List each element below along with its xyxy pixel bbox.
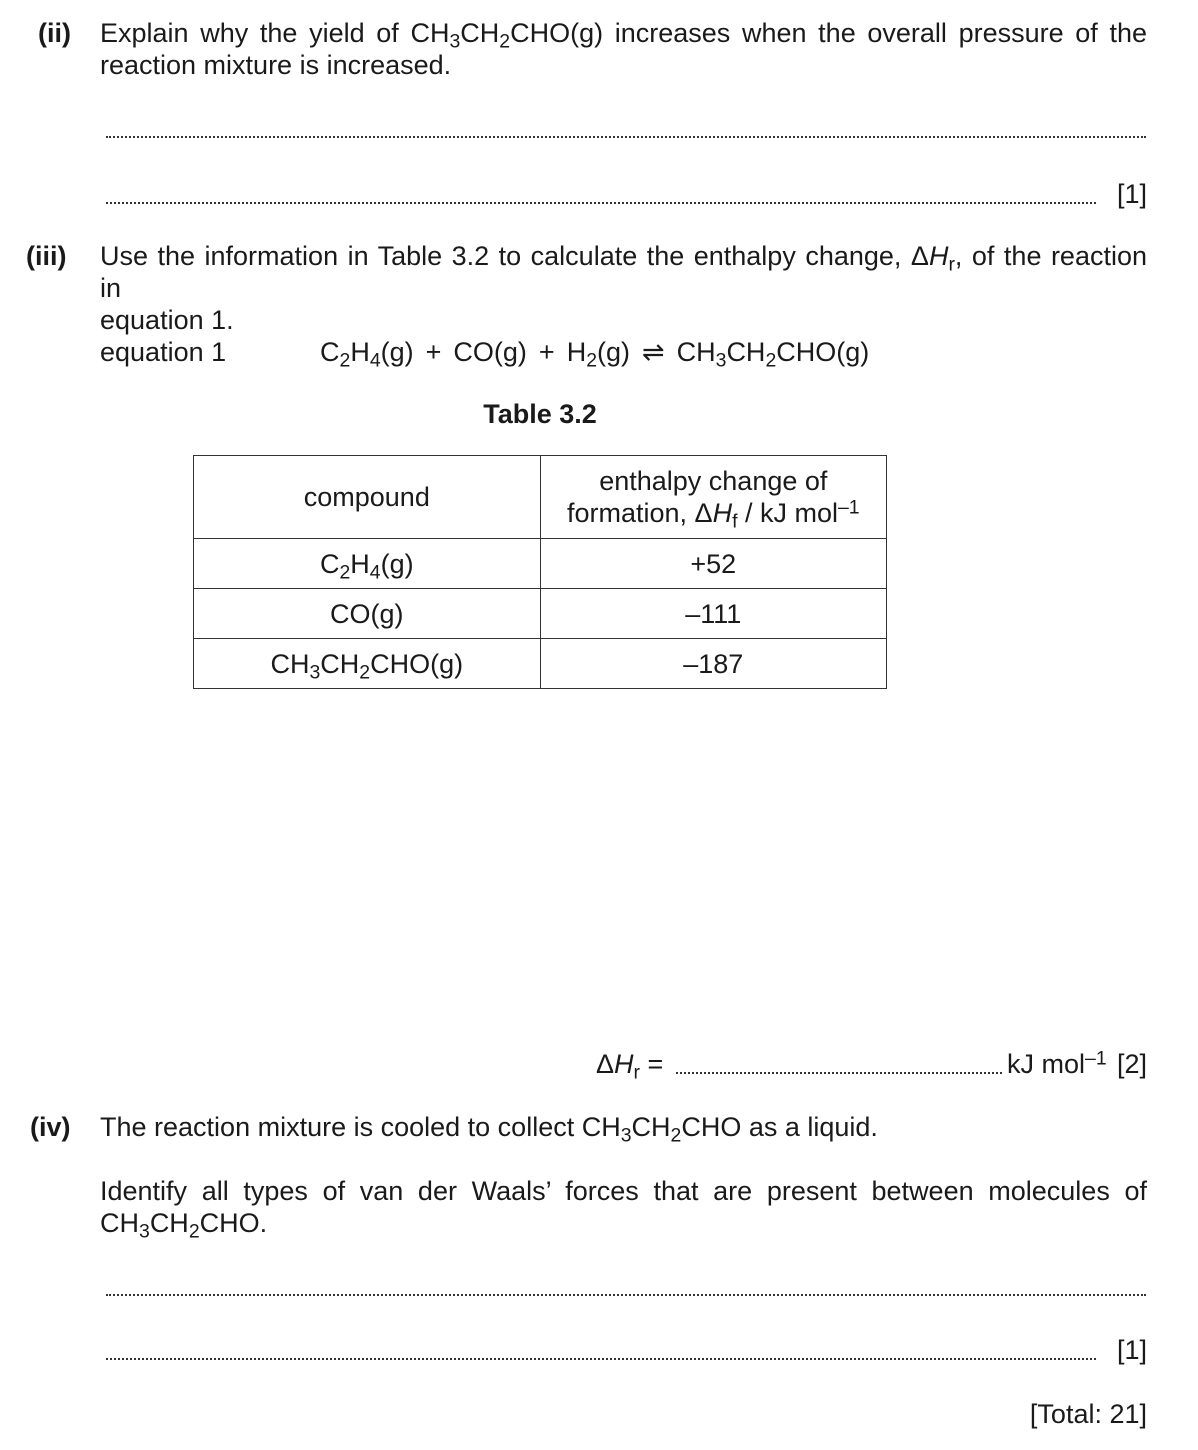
table-cell-compound: $CH_3CH_2CHO(g)$: [194, 639, 541, 689]
question-iii-text: [100, 240, 1147, 336]
answer-line-ii-1[interactable]: [106, 136, 1146, 138]
table-caption: Table 3.2: [483, 399, 597, 429]
mark-iv: [1]: [1116, 1335, 1147, 1365]
equation-1: $C_2H_4(g) + CO(g) + H_2(g)$ ⇌ $CH_3CH_2CHO(g)$: [320, 337, 870, 372]
question-iii-line1: Use the information in Table 3.2 to calculate the enthalpy change, $\Delta H_r$, of the reaction in: [100, 241, 1148, 303]
question-iv-line3: $CH_3CH_2CHO$.: [100, 1208, 268, 1243]
enthalpy-table: [193, 455, 887, 689]
table-row: [194, 639, 887, 689]
question-number-iv: (iv): [30, 1112, 71, 1142]
question-iii-line2: equation 1.: [100, 305, 234, 335]
table-cell-value: +52: [540, 539, 886, 589]
table-cell-compound: CO(g): [194, 589, 541, 639]
question-ii-line1: Explain why the yield of $CH_3CH_2CHO(g)$ increases when the overall pressure of the: [100, 18, 1148, 53]
question-iv-text: [100, 1175, 1147, 1243]
equation-label: equation 1: [100, 337, 227, 367]
answer-unit-iii: kJ mol$^{-1}$: [1007, 1047, 1107, 1079]
table-cell-compound: $C_2H_4(g)$: [194, 539, 541, 589]
answer-field-iii[interactable]: [676, 1072, 1002, 1074]
table-cell-value: –111: [540, 589, 886, 639]
question-iv-line2: Identify all types of van der Waals’ forces that are present between molecules of: [100, 1176, 1147, 1206]
question-ii-line2: reaction mixture is increased.: [100, 50, 452, 80]
answer-line-iv-1[interactable]: [106, 1294, 1146, 1296]
mark-ii: [1]: [1116, 179, 1147, 209]
mark-iii: [2]: [1116, 1049, 1147, 1079]
table-row: [194, 539, 887, 589]
table-header-enthalpy: [540, 456, 886, 539]
question-ii-text: [100, 17, 1147, 81]
table-cell-value: –187: [540, 639, 886, 689]
table-row: [194, 589, 887, 639]
answer-label-iii: $\Delta H_r$ =: [596, 1049, 664, 1084]
question-number-ii: (ii): [38, 18, 71, 48]
question-iv-line1: The reaction mixture is cooled to collect $CH_3CH_2CHO$ as a liquid.: [100, 1112, 878, 1147]
table-header-row: [194, 456, 887, 539]
answer-line-iv-2[interactable]: [106, 1358, 1096, 1360]
total-marks: [Total: 21]: [1029, 1399, 1147, 1429]
table-header-compound: compound: [194, 456, 541, 539]
question-number-iii: (iii): [26, 241, 67, 271]
table-header-enthalpy-line2: formation, $\Delta H_f$ / kJ mol$^{-1}$: [566, 496, 860, 533]
table-header-enthalpy-line1: enthalpy change of: [599, 466, 828, 496]
answer-line-ii-2[interactable]: [106, 202, 1096, 204]
